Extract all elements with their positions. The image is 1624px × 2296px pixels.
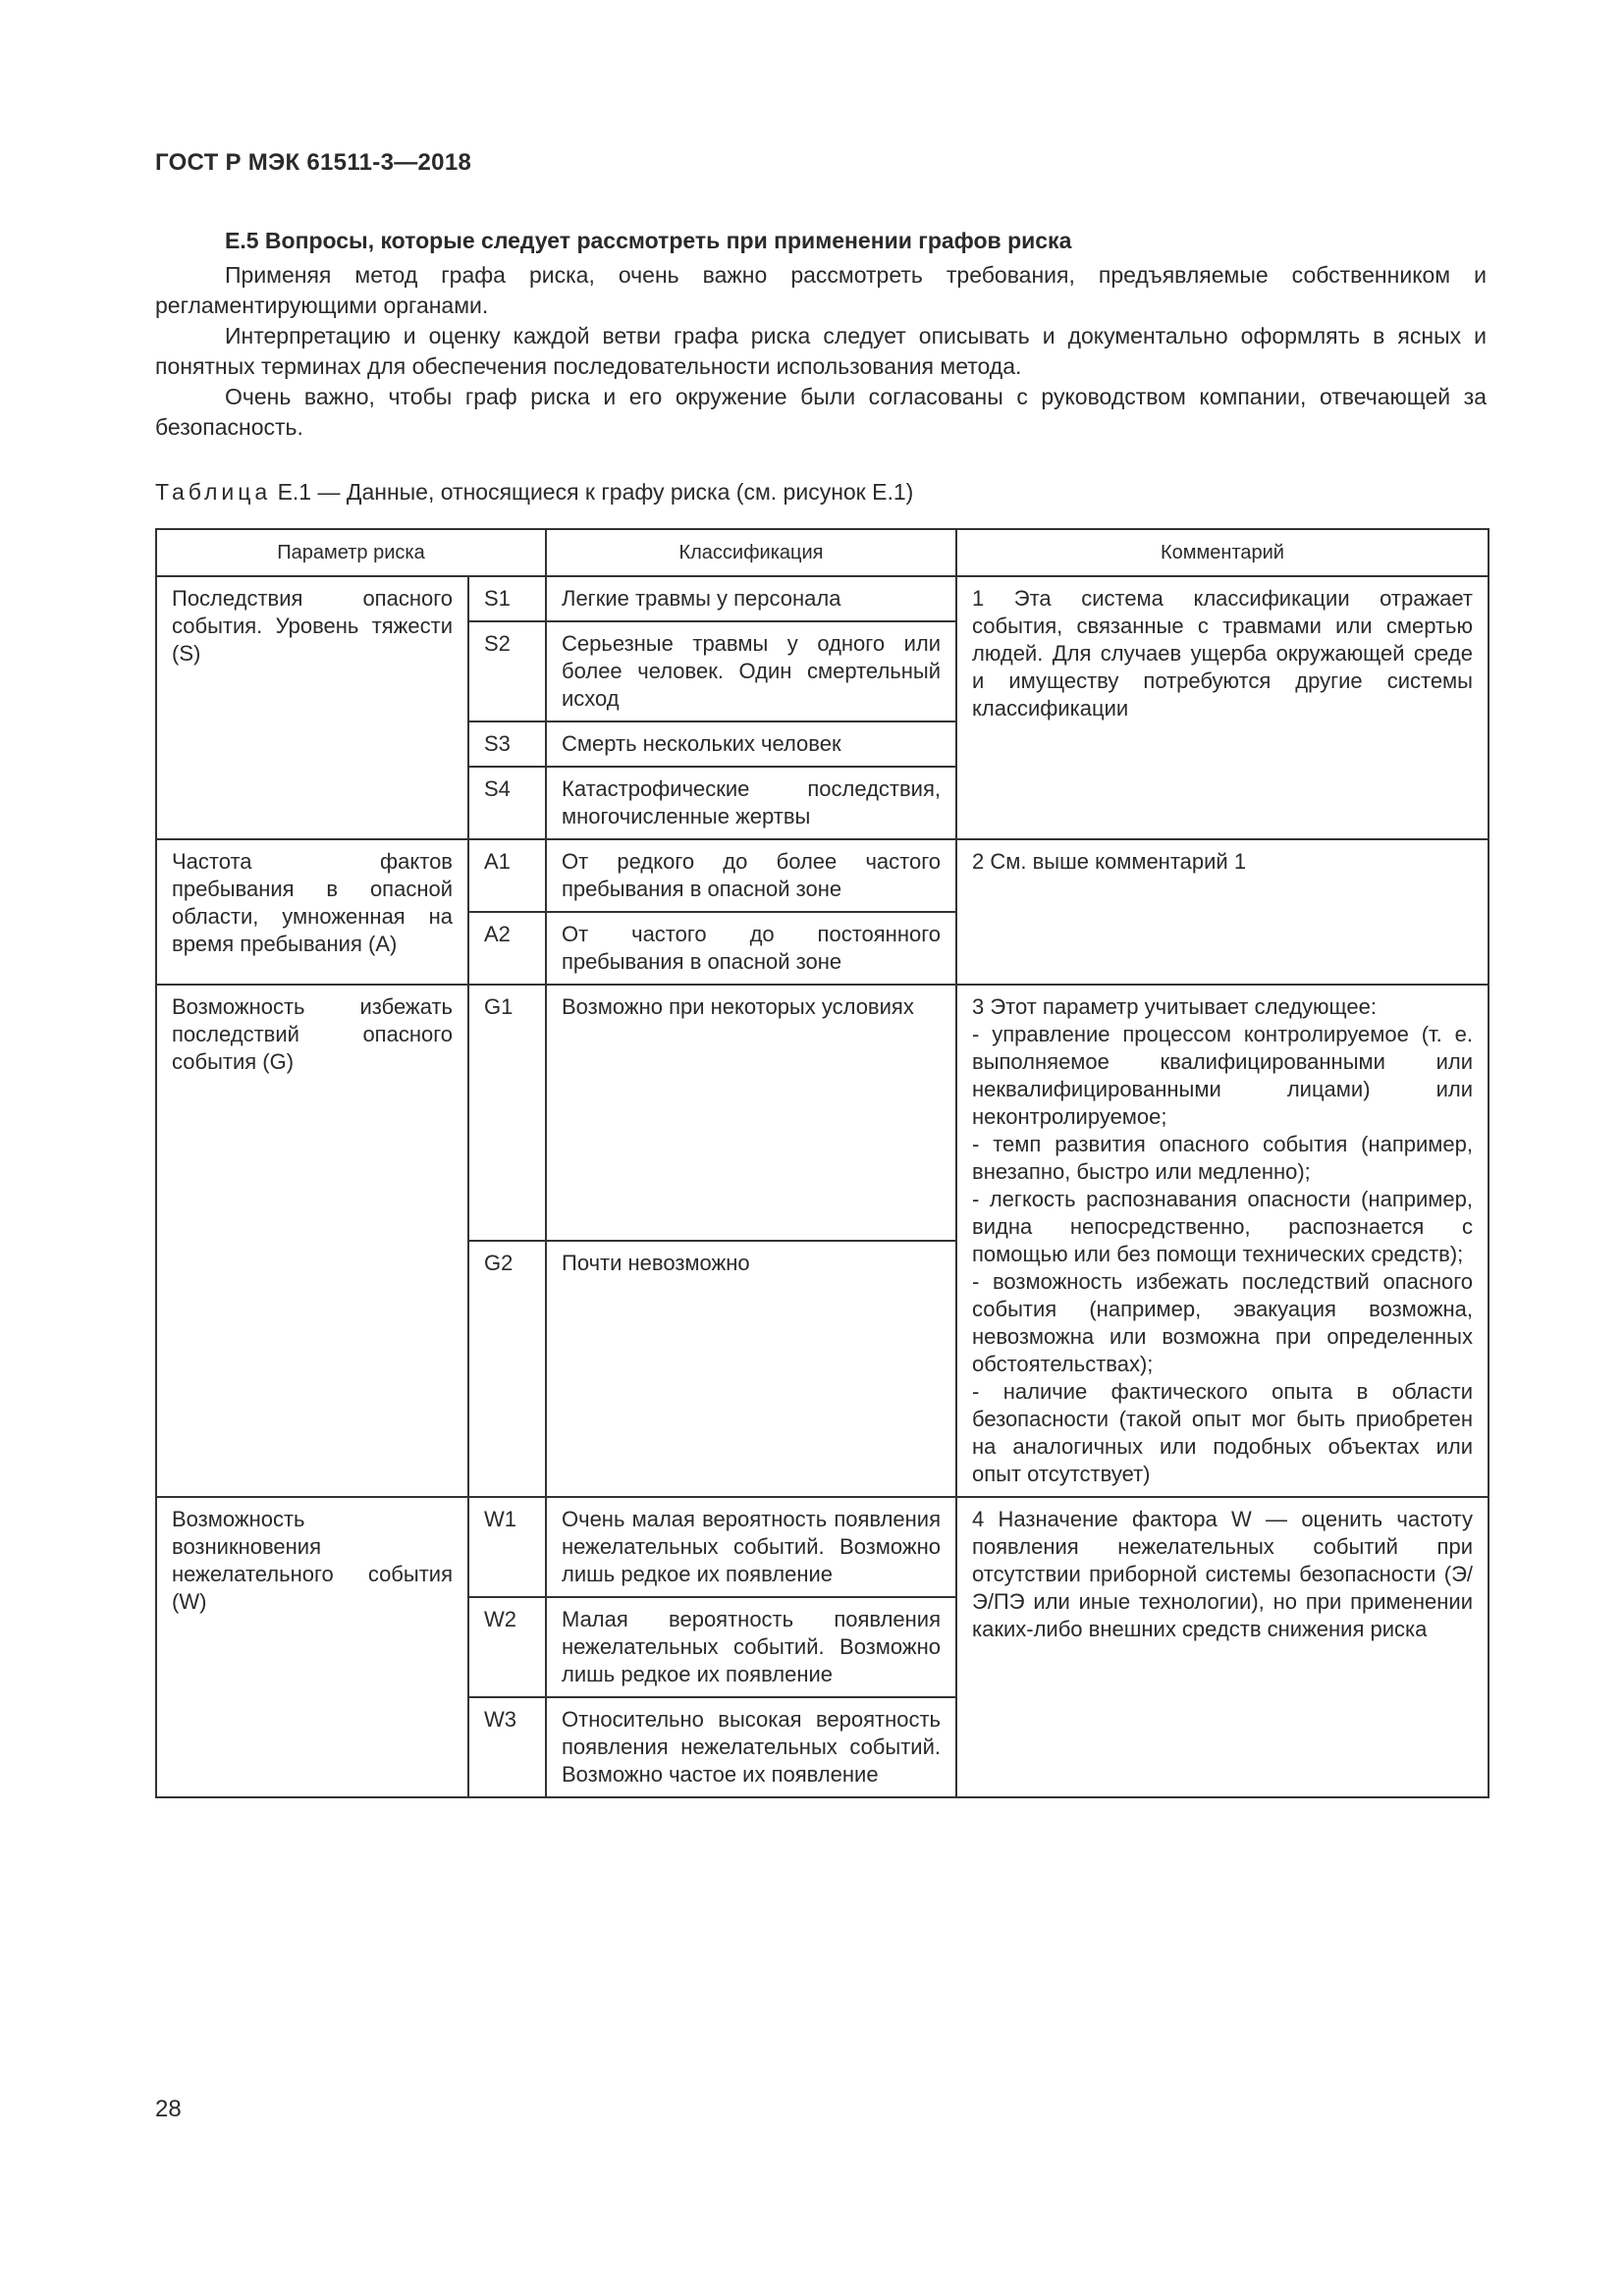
code-cell: S1 [468,576,546,621]
paragraph: Очень важно, чтобы граф риска и его окружение были согласованы с руководством компании, отвечающей за безопасность. [155,384,1487,440]
code-cell: А1 [468,839,546,912]
table-caption-label: Таблица [155,479,272,505]
table-caption-text: Е.1 — Данные, относящиеся к графу риска (см. рисунок Е.1) [277,479,914,505]
classification-cell: Малая вероятность появления нежелательных событий. Возможно лишь редкое их появление [546,1597,956,1697]
classification-cell: От частого до постоянного пребывания в опасной зоне [546,912,956,985]
code-cell: W2 [468,1597,546,1697]
classification-cell: Возможно при некоторых условиях [546,985,956,1241]
column-header-parameter: Параметр риска [156,529,546,576]
code-cell: S4 [468,767,546,839]
page-number: 28 [155,2096,182,2122]
risk-graph-table [155,528,1489,1798]
comment-item: - темп развития опасного события (например, внезапно, быстро или медленно); [972,1132,1473,1184]
section-title: Е.5 Вопросы, которые следует рассмотреть при применении графов риска [225,228,1072,253]
code-cell: G1 [468,985,546,1241]
classification-cell: Относительно высокая вероятность появления нежелательных событий. Возможно частое их появление [546,1697,956,1797]
classification-cell: Легкие травмы у персонала [546,576,956,621]
comment-intro: 3 Этот параметр учитывает следующее: [972,994,1377,1019]
parameter-cell: Возможность избежать последствий опасного события (G) [156,985,468,1497]
table-header-row [156,529,1489,576]
classification-cell: Серьезные травмы у одного или более человек. Один смертельный исход [546,621,956,721]
table-row [156,1497,1489,1597]
code-cell: А2 [468,912,546,985]
table-row [156,985,1489,1241]
document-header: ГОСТ Р МЭК 61511-3—2018 [155,149,472,176]
parameter-cell: Частота фактов пребывания в опасной области, умноженная на время пребывания (А) [156,839,468,985]
classification-cell: Катастрофические последствия, многочисленные жертвы [546,767,956,839]
code-cell: W1 [468,1497,546,1597]
comment-cell: 1 Эта система классификации отражает события, связанные с травмами или смертью людей. Для случаев ущерба окружающей среде и имуществу потребуются другие системы классификации [956,576,1489,839]
classification-cell: Очень малая вероятность появления нежелательных событий. Возможно лишь редкое их появление [546,1497,956,1597]
code-cell: S3 [468,721,546,767]
table-caption [155,479,913,506]
comment-item: - возможность избежать последствий опасного события (например, эвакуация возможна, невозможна или возможна при определенных обстоятельствах); [972,1269,1473,1376]
paragraph: Интерпретацию и оценку каждой ветви графа риска следует описывать и документально оформлять в ясных и понятных терминах для обеспечения последовательности использования метода. [155,323,1487,379]
classification-cell: Смерть нескольких человек [546,721,956,767]
column-header-classification: Классификация [546,529,956,576]
classification-cell: Почти невозможно [546,1241,956,1497]
code-cell: G2 [468,1241,546,1497]
parameter-cell: Последствия опасного события. Уровень тяжести (S) [156,576,468,839]
column-header-comment: Комментарий [956,529,1489,576]
comment-item: - легкость распознавания опасности (например, видна непосредственно, распознается с помощью или без помощи технических средств); [972,1187,1473,1266]
comment-cell: 4 Назначение фактора W — оценить частоту появления нежелательных событий при отсутствии приборной системы безопасности (Э/Э/ПЭ или иные технологии), но при применении каких-либо внешних средств снижения риска [956,1497,1489,1797]
section-e5 [155,226,1487,443]
comment-item: - управление процессом контролируемое (т. е. выполняемое квалифицированными или неквалифицированными лицами) или неконтролируемое; [972,1022,1473,1129]
paragraph: Применяя метод графа риска, очень важно рассмотреть требования, предъявляемые собственником и регламентирующими органами. [155,262,1487,318]
code-cell: S2 [468,621,546,721]
table-row [156,576,1489,621]
comment-cell: 2 См. выше комментарий 1 [956,839,1489,985]
comment-item: - наличие фактического опыта в области безопасности (такой опыт мог быть приобретен на аналогичных или подобных объектах или опыт отсутствует) [972,1379,1473,1486]
parameter-cell: Возможность возникновения нежелательного события (W) [156,1497,468,1797]
code-cell: W3 [468,1697,546,1797]
classification-cell: От редкого до более частого пребывания в опасной зоне [546,839,956,912]
comment-cell [956,985,1489,1497]
table-row [156,839,1489,912]
